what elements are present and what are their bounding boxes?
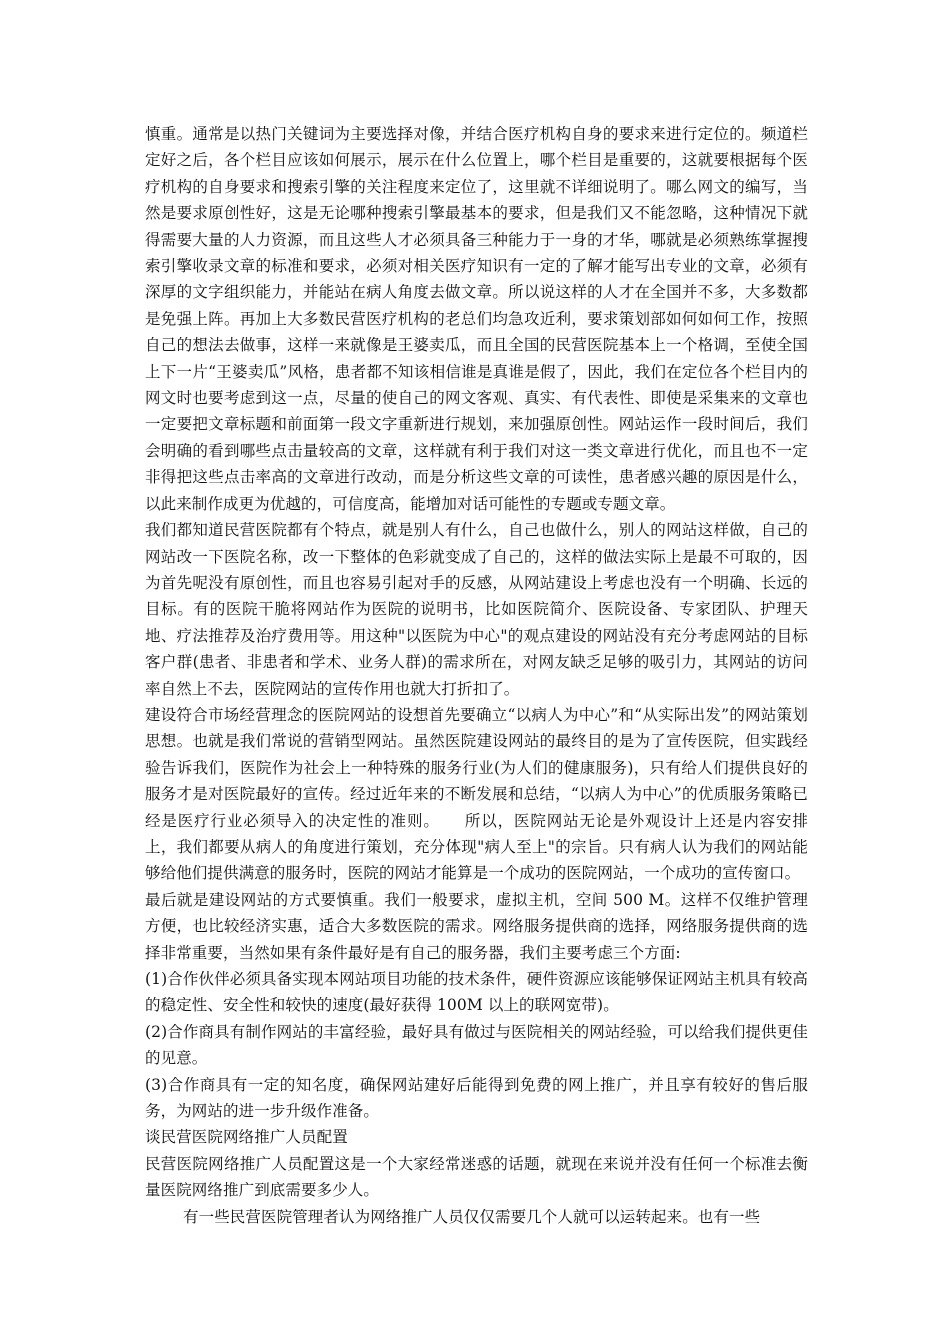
paragraph: 最后就是建设网站的方式要慎重。我们一般要求，虚拟主机，空间 500 M。这样不仅维护管理方便，也比较经济实惠，适合大多数医院的需求。网络服务提供商的选择，网络服务提供商的选择非常重要，当然如果有条件最好是有自己的服务器，我们主要考虑三个方面: — [145, 890, 808, 962]
paragraph: 建设符合市场经营理念的医院网站的设想首先要确立“以病人为中心”和“从实际出发”的网站策划思想。也就是我们常说的营销型网站。虽然医院建设网站的最终目的是为了宣传医院，但实践经验告诉我们，医院作为社会上一种特殊的服务行业(为人们的健康服务)，只有给人们提供良好的服务才是对医院最好的宣传。经过近年来的不断发展和总结，“以病人为中心”的优质服务策略已经是医疗行业必须导入的决定性的准则。 所以，医院网站无论是外观设计上还是内容安排上，我们都要从病人的角度进行策划，充分体现"病人至上"的宗旨。只有病人认为我们的网站能够给他们提供满意的服务时，医院的网站才能算是一个成功的医院网站，一个成功的宣传窗口。 — [145, 705, 808, 883]
paragraph: 我们都知道民营医院都有个特点，就是别人有什么，自己也做什么，别人的网站这样做，自己的网站改一下医院名称，改一下整体的色彩就变成了自己的，这样的做法实际上是最不可取的，因为首先呢没有原创性，而且也容易引起对手的反感，从网站建设上考虑也没有一个明确、长远的目标。有的医院干脆将网站作为医院的说明书，比如医院简介、医院设备、专家团队、护理天地、疗法推荐及治疗费用等。用这种"以医院为中心"的观点建设的网站没有充分考虑网站的目标客户群(患者、非患者和学术、业务人群)的需求所在，对网友缺乏足够的吸引力，其网站的访问率自然上不去，医院网站的宣传作用也就大打折扣了。 — [145, 521, 808, 698]
document-body — [145, 121, 808, 1230]
section-heading: 谈民营医院网络推广人员配置 — [145, 1128, 348, 1147]
paragraph: 民营医院网络推广人员配置这是一个大家经常迷惑的话题，就现在来说并没有任何一个标准去衡量医院网络推广到底需要多少人。 — [145, 1154, 808, 1200]
list-item: (1)合作伙伴必须具备实现本网站项目功能的技术条件，硬件资源应该能够保证网站主机具有较高的稳定性、安全性和较快的速度(最好获得 100M 以上的联网宽带)。 — [145, 970, 808, 1015]
paragraph: 有一些民营医院管理者认为网络推广人员仅仅需要几个人就可以运转起来。也有一些 — [183, 1207, 761, 1226]
list-item: (2)合作商具有制作网站的丰富经验，最好具有做过与医院相关的网站经验，可以给我们提供更佳的见意。 — [145, 1022, 808, 1068]
paragraph: 慎重。通常是以热门关键词为主要选择对像，并结合医疗机构自身的要求来进行定位的。频道栏定好之后，各个栏目应该如何展示，展示在什么位置上，哪个栏目是重要的，这就要根据每个医疗机构的自身要求和搜索引擎的关注程度来定位了，这里就不详细说明了。哪么网文的编写，当然是要求原创性好，这是无论哪种搜索引擎最基本的要求，但是我们又不能忽略，这种情况下就得需要大量的人力资源，而且这些人才必须具备三种能力于一身的才华，哪就是必须熟练掌握搜索引擎收录文章的标准和要求，必须对相关医疗知识有一定的了解才能写出专业的文章，必须有深厚的文字组织能力，并能站在病人角度去做文章。所以说这样的人才在全国并不多，大多数都是免强上阵。再加上大多数民营医疗机构的老总们均急攻近利，要求策划部如何如何工作，按照自己的想法去做事，这样一来就像是王婆卖瓜，而且全国的民营医院基本上一个格调，至使全国上下一片“王婆卖瓜”风格，患者都不知该相信谁是真谁是假了，因此，我们在定位各个栏目内的网文时也要考虑到这一点，尽量的使自己的网文客观、真实、有代表性、即使是采集来的文章也一定要把文章标题和前面第一段文字重新进行规划，来加强原创性。网站运作一段时间后，我们会明确的看到哪些点击量较高的文章，这样就有利于我们对这一类文章进行优化，而且也不一定非得把这些点击率高的文章进行改动，而是分析这些文章的可读性，患者感兴趣的原因是什么，以此来制作成更为优越的，可信度高，能增加对话可能性的专题或专题文章。 — [145, 125, 808, 513]
list-item: (3)合作商具有一定的知名度，确保网站建好后能得到免费的网上推广，并且享有较好的售后服务，为网站的进一步升级作准备。 — [145, 1075, 808, 1121]
